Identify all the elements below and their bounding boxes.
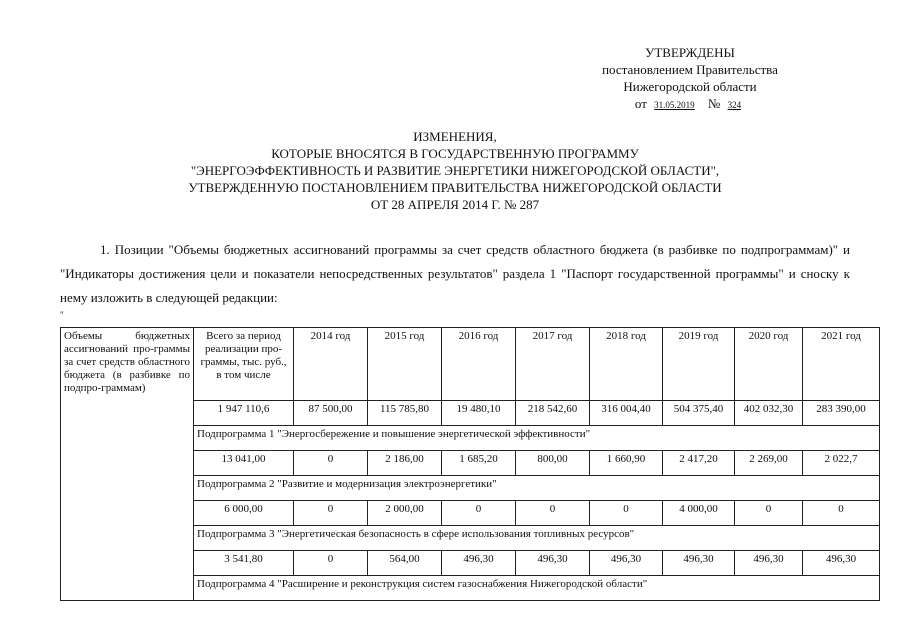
budget-table <box>60 327 880 601</box>
table-cell: 496,30 <box>735 551 803 576</box>
table-cell: 316 004,40 <box>590 401 663 426</box>
table-cell: 1 685,20 <box>442 451 516 476</box>
table-cell: 4 000,00 <box>663 501 735 526</box>
table-header-row <box>61 328 880 401</box>
approval-date-line <box>560 95 820 114</box>
table-cell: 283 390,00 <box>803 401 880 426</box>
table-cell: 1 660,90 <box>590 451 663 476</box>
heading-line: ИЗМЕНЕНИЯ, <box>413 129 497 144</box>
column-header: 2018 год <box>590 328 663 401</box>
table-cell: 2 186,00 <box>368 451 442 476</box>
column-header: 2014 год <box>294 328 368 401</box>
table-cell: 0 <box>442 501 516 526</box>
table-cell: 496,30 <box>590 551 663 576</box>
table-cell: 87 500,00 <box>294 401 368 426</box>
heading-line: ОТ 28 АПРЕЛЯ 2014 Г. № 287 <box>370 197 540 212</box>
table-cell: 564,00 <box>368 551 442 576</box>
subprogram-title: Подпрограмма 2 "Развитие и модернизация электроэнергетики" <box>194 476 880 501</box>
table-cell: 1 947 110,6 <box>194 401 294 426</box>
heading-line: "ЭНЕРГОЭФФЕКТИВНОСТЬ И РАЗВИТИЕ ЭНЕРГЕТИКИ НИЖЕГОРОДСКОЙ ОБЛАСТИ", <box>190 163 720 178</box>
table-cell: 496,30 <box>442 551 516 576</box>
subprogram-title: Подпрограмма 1 "Энергосбережение и повышение энергетической эффективности" <box>194 426 880 451</box>
table-cell: 2 022,7 <box>803 451 880 476</box>
table-cell: 0 <box>735 501 803 526</box>
table-cell: 19 480,10 <box>442 401 516 426</box>
number-sign: № <box>707 96 721 111</box>
table-cell: 2 417,20 <box>663 451 735 476</box>
table-cell: 402 032,30 <box>735 401 803 426</box>
row-label: Объемы бюджетных ассигнований про-граммы за счет средств областного бюджета (в разбивке по подпро-граммам) <box>61 328 194 601</box>
quote-mark: " <box>60 310 64 320</box>
column-header: Всего за период реализации про-граммы, тыс. руб., в том числе <box>194 328 294 401</box>
subprogram-title: Подпрограмма 4 "Расширение и реконструкция систем газоснабжения Нижегородской области" <box>194 576 880 601</box>
table-cell: 800,00 <box>516 451 590 476</box>
subprogram-title: Подпрограмма 3 "Энергетическая безопасность в сфере использования топливных ресурсов" <box>194 526 880 551</box>
approval-authority: постановлением Правительства <box>602 62 778 77</box>
document-heading <box>60 128 850 213</box>
approval-number: 324 <box>727 100 742 110</box>
table-cell: 0 <box>590 501 663 526</box>
heading-line: КОТОРЫЕ ВНОСЯТСЯ В ГОСУДАРСТВЕННУЮ ПРОГРАММУ <box>271 146 639 161</box>
column-header: 2020 год <box>735 328 803 401</box>
table-cell: 496,30 <box>516 551 590 576</box>
table-cell: 496,30 <box>663 551 735 576</box>
column-header: 2016 год <box>442 328 516 401</box>
column-header: 2021 год <box>803 328 880 401</box>
table-cell: 13 041,00 <box>194 451 294 476</box>
from-label: от <box>634 96 647 111</box>
table-cell: 218 542,60 <box>516 401 590 426</box>
table-cell: 6 000,00 <box>194 501 294 526</box>
table-cell: 504 375,40 <box>663 401 735 426</box>
column-header: 2015 год <box>368 328 442 401</box>
table-cell: 115 785,80 <box>368 401 442 426</box>
table-cell: 0 <box>294 501 368 526</box>
table-cell: 2 000,00 <box>368 501 442 526</box>
column-header: 2017 год <box>516 328 590 401</box>
approval-region: Нижегородской области <box>623 79 757 94</box>
heading-line: УТВЕРЖДЕННУЮ ПОСТАНОВЛЕНИЕМ ПРАВИТЕЛЬСТВА НИЖЕГОРОДСКОЙ ОБЛАСТИ <box>188 180 722 195</box>
table-cell: 2 269,00 <box>735 451 803 476</box>
table-cell: 496,30 <box>803 551 880 576</box>
table-cell: 0 <box>294 451 368 476</box>
body-paragraph: 1. Позиции "Объемы бюджетных ассигнований программы за счет средств областного бюджета (в разбивке по подпрограммам)" и "Индикаторы достижения цели и показатели непосредственных результатов" раздела 1 "Паспорт государственной программы" и сноску к нему изложить в следующей редакции: <box>60 242 850 305</box>
table-cell: 0 <box>516 501 590 526</box>
approval-date: 31.05.2019 <box>654 100 695 110</box>
table-cell: 0 <box>803 501 880 526</box>
approval-stamp <box>560 44 820 114</box>
approval-title: УТВЕРЖДЕНЫ <box>645 45 735 60</box>
table-cell: 0 <box>294 551 368 576</box>
table-cell: 3 541,80 <box>194 551 294 576</box>
column-header: 2019 год <box>663 328 735 401</box>
